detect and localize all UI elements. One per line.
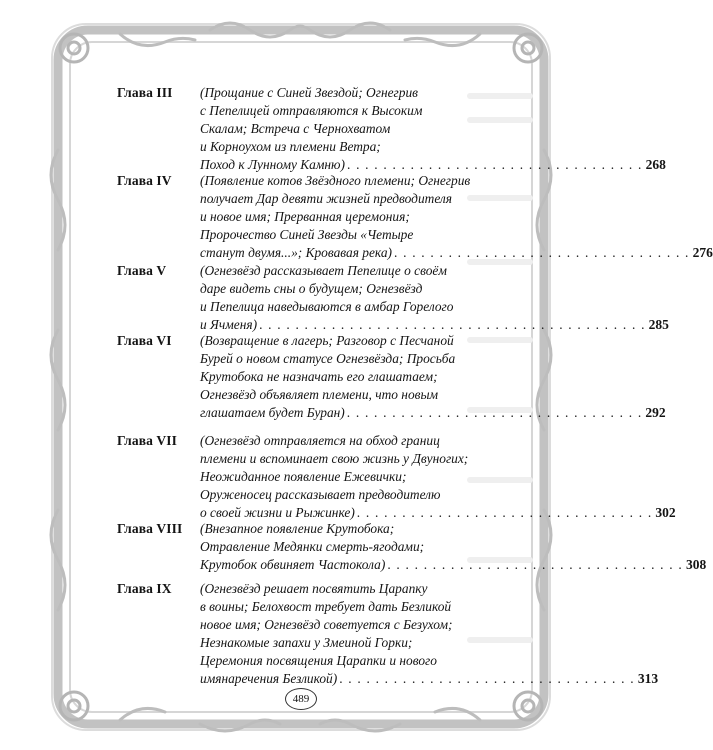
- chapter-label: Глава VIII: [117, 521, 183, 536]
- page-number: 268: [645, 157, 666, 172]
- description-line: Поход к Лунному Камню): [200, 157, 345, 172]
- chapter-description: [200, 332, 666, 422]
- description-line: (Огнезвёзд решает посвятить Царапку: [200, 581, 428, 596]
- description-line: станут двумя...»; Кровавая река): [200, 245, 392, 260]
- description-line: даре видеть сны о будущем; Огнезвёзд: [200, 281, 423, 296]
- description-line: о своей жизни и Рыжинке): [200, 505, 355, 520]
- description-line: племени и вспоминает свою жизнь у Двуногих;: [200, 451, 469, 466]
- page-number: 313: [637, 671, 659, 686]
- description-line: глашатаем будет Буран): [200, 405, 345, 420]
- chapter-label: Глава IV: [117, 173, 172, 188]
- description-line: Скалам; Встреча с Чернохватом: [200, 121, 391, 136]
- description-line: Незнакомые запахи у Змеиной Горки;: [200, 635, 413, 650]
- description-line: и новое имя; Прерванная церемония;: [200, 209, 410, 224]
- description-line: имянаречения Безликой): [200, 671, 338, 686]
- page-number: 308: [685, 557, 707, 572]
- description-line: и Корноухом из племени Ветра;: [200, 139, 381, 154]
- description-line: (Внезапное появление Крутобока;: [200, 521, 395, 536]
- chapter-description: [200, 84, 666, 174]
- description-line: (Огнезвёзд отправляется на обход границ: [200, 433, 440, 448]
- dot-leader: . . . . . . . . . . . . . . . . . . . . . . . . . . . . . . . . .: [356, 505, 653, 520]
- description-line: и Ячменя): [200, 317, 258, 332]
- dot-leader: . . . . . . . . . . . . . . . . . . . . . . . . . . . . . . . . . . . . . . . . . . .: [259, 317, 646, 332]
- description-line: Пророчество Синей Звезды «Четыре: [200, 227, 414, 242]
- chapter-description: [200, 262, 669, 334]
- page-number: 292: [645, 405, 666, 420]
- description-line: получает Дар девяти жизней предводителя: [200, 191, 452, 206]
- description-last-line: [200, 404, 666, 422]
- description-last-line: [200, 670, 659, 688]
- description-line: и Пепелица наведываются в амбар Горелого: [200, 299, 454, 314]
- description-line: (Появление котов Звёздного племени; Огнегрив: [200, 173, 471, 188]
- dot-leader: . . . . . . . . . . . . . . . . . . . . . . . . . . . . . . . . .: [387, 557, 683, 572]
- folio-page-number: 489: [285, 688, 317, 710]
- chapter-description: [200, 580, 659, 688]
- dot-leader: . . . . . . . . . . . . . . . . . . . . . . . . . . . . . . . . .: [394, 245, 690, 260]
- description-last-line: [200, 556, 707, 574]
- chapter-description: [200, 520, 707, 574]
- description-line: (Возвращение в лагерь; Разговор с Песчаной: [200, 333, 454, 348]
- chapter-label: Глава V: [117, 263, 167, 278]
- description-line: Отравление Медянки смерть-ягодами;: [200, 539, 425, 554]
- description-line: новое имя; Огнезвёзд советуется с Безухом;: [200, 617, 453, 632]
- description-line: Крутобока не назначать его глашатаем;: [200, 369, 438, 384]
- description-line: Крутобок обвиняет Частокола): [200, 557, 386, 572]
- description-line: Бурей о новом статусе Огнезвёзда; Просьба: [200, 351, 456, 366]
- page-number: 276: [692, 245, 713, 260]
- chapter-label: Глава VII: [117, 433, 177, 448]
- description-line: Оруженосец рассказывает предводителю: [200, 487, 441, 502]
- description-line: Церемония посвящения Царапки и нового: [200, 653, 437, 668]
- description-line: (Огнезвёзд рассказывает Пепелице о своём: [200, 263, 447, 278]
- chapter-description: [200, 432, 676, 522]
- page-number: 285: [648, 317, 669, 332]
- page-number: 302: [655, 505, 676, 520]
- chapter-label: Глава III: [117, 85, 173, 100]
- dot-leader: . . . . . . . . . . . . . . . . . . . . . . . . . . . . . . . . .: [346, 157, 643, 172]
- description-line: с Пепелицей отправляются к Высоким: [200, 103, 423, 118]
- description-line: (Прощание с Синей Звездой; Огнегрив: [200, 85, 418, 100]
- chapter-label: Глава IX: [117, 581, 172, 596]
- chapter-label: Глава VI: [117, 333, 172, 348]
- description-line: Неожиданное появление Ежевички;: [200, 469, 407, 484]
- description-line: в воины; Белохвост требует дать Безликой: [200, 599, 452, 614]
- dot-leader: . . . . . . . . . . . . . . . . . . . . . . . . . . . . . . . . .: [346, 405, 643, 420]
- dot-leader: . . . . . . . . . . . . . . . . . . . . . . . . . . . . . . . . .: [339, 671, 635, 686]
- description-last-line: [200, 244, 713, 262]
- description-line: Огнезвёзд объявляет племени, что новым: [200, 387, 439, 402]
- chapter-description: [200, 172, 713, 262]
